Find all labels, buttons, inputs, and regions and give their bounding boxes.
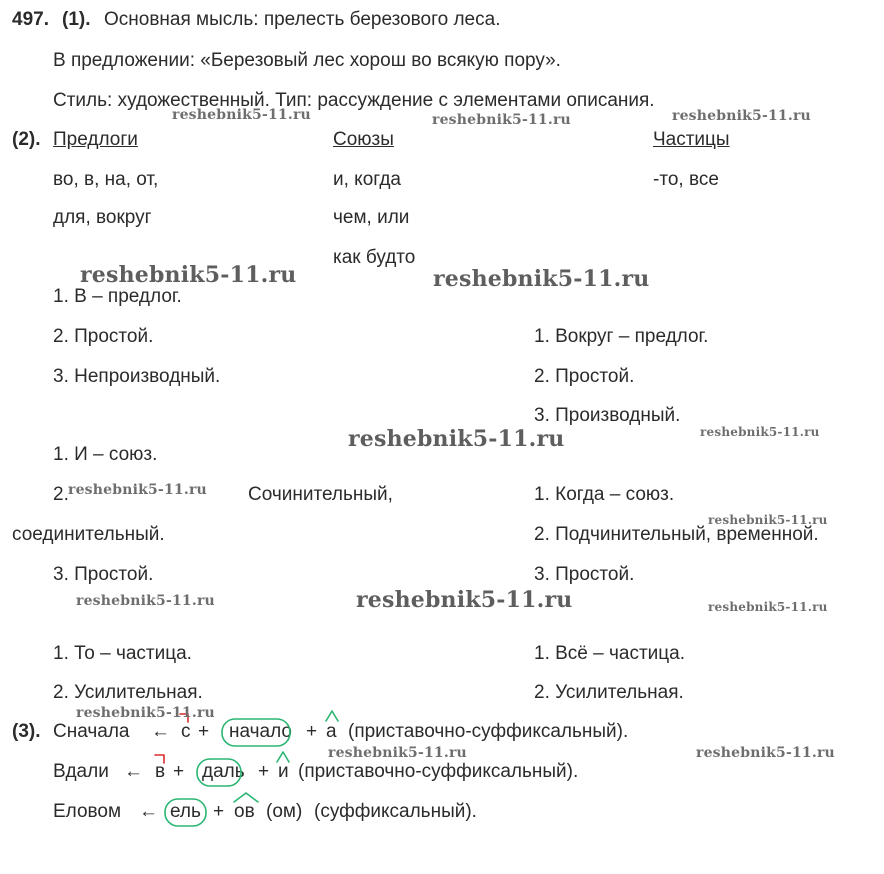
morpheme-suffix: ов bbox=[234, 801, 255, 822]
analysis-to-line: 1. То – частица. bbox=[53, 643, 192, 664]
heading-particles: Частицы bbox=[653, 129, 730, 150]
conjunctions-line: как будто bbox=[333, 247, 416, 268]
prepositions-line: для, вокруг bbox=[53, 207, 152, 228]
analysis-i-line: 2. bbox=[53, 484, 69, 505]
plus-sign: + bbox=[213, 801, 225, 822]
formation-type: (суффиксальный). bbox=[314, 801, 477, 822]
heading-conjunctions: Союзы bbox=[333, 129, 394, 150]
suffix-caret-icon bbox=[234, 793, 258, 802]
watermark: reshebnik5-11.ru bbox=[80, 262, 297, 288]
morpheme-base: ель bbox=[170, 801, 201, 822]
suffix-caret-icon bbox=[326, 711, 338, 721]
suffix-caret-icon bbox=[277, 752, 289, 762]
base-oval-icon bbox=[222, 719, 290, 746]
part3-label: (3). bbox=[12, 721, 41, 742]
watermark: reshebnik5-11.ru bbox=[708, 513, 828, 527]
watermark: reshebnik5-11.ru bbox=[433, 266, 650, 292]
analysis-v-line: 3. Непроизводный. bbox=[53, 366, 221, 387]
plus-sign: + bbox=[198, 721, 210, 742]
morpheme-base: даль bbox=[202, 761, 245, 782]
formation-type: (приставочно-суффиксальный). bbox=[348, 721, 629, 742]
analysis-i-line: 3. Простой. bbox=[53, 564, 154, 585]
derivation-arrow: ← bbox=[139, 801, 158, 822]
watermark: reshebnik5-11.ru bbox=[696, 745, 835, 761]
watermark: reshebnik5-11.ru bbox=[672, 108, 811, 124]
analysis-vokrug-line: 1. Вокруг – предлог. bbox=[534, 326, 709, 347]
analysis-kogda-line: 2. Подчинительный, временной. bbox=[534, 524, 819, 545]
watermark: reshebnik5-11.ru bbox=[348, 426, 565, 452]
base-oval-icon bbox=[197, 759, 241, 786]
main-idea: Основная мысль: прелесть березового леса. bbox=[104, 9, 501, 30]
derivation-arrow: ← bbox=[124, 761, 143, 782]
analysis-i-line: соединительный. bbox=[12, 524, 165, 545]
morpheme-suffix: а bbox=[326, 721, 337, 742]
analysis-v-line: 2. Простой. bbox=[53, 326, 154, 347]
watermark: reshebnik5-11.ru bbox=[328, 745, 467, 761]
analysis-vsyo-line: 2. Усилительная. bbox=[534, 682, 684, 703]
analysis-i-line: Сочинительный, bbox=[248, 484, 393, 505]
analysis-i-line: 1. И – союз. bbox=[53, 444, 158, 465]
part2-label: (2). bbox=[12, 129, 41, 150]
conjunctions-line: и, когда bbox=[333, 169, 401, 190]
word-elovom: Еловом bbox=[53, 801, 122, 822]
analysis-kogda-line: 1. Когда – союз. bbox=[534, 484, 675, 505]
plus-sign: + bbox=[173, 761, 185, 782]
part1-label: (1). bbox=[62, 9, 91, 30]
analysis-vokrug-line: 2. Простой. bbox=[534, 366, 635, 387]
heading-prepositions: Предлоги bbox=[53, 129, 138, 150]
sentence-line: В предложении: «Березовый лес хорош во всякую пору». bbox=[53, 50, 561, 71]
formation-type: (приставочно-суффиксальный). bbox=[298, 761, 579, 782]
prepositions-line: во, в, на, от, bbox=[53, 169, 159, 190]
watermark: reshebnik5-11.ru bbox=[700, 425, 820, 439]
prefix-mark-icon bbox=[155, 755, 164, 763]
morpheme-base: начало bbox=[229, 721, 292, 742]
particles-line: -то, все bbox=[653, 169, 719, 190]
ending-note: (ом) bbox=[266, 801, 303, 822]
exercise-number: 497. bbox=[12, 9, 49, 30]
conjunctions-line: чем, или bbox=[333, 207, 410, 228]
analysis-kogda-line: 3. Простой. bbox=[534, 564, 635, 585]
morpheme-prefix: в bbox=[155, 761, 166, 782]
analysis-to-line: 2. Усилительная. bbox=[53, 682, 203, 703]
watermark: reshebnik5-11.ru bbox=[708, 600, 828, 614]
watermark: reshebnik5-11.ru bbox=[76, 705, 215, 721]
morpheme-suffix: и bbox=[278, 761, 289, 782]
plus-sign: + bbox=[258, 761, 270, 782]
analysis-v-line: 1. В – предлог. bbox=[53, 286, 182, 307]
watermark: reshebnik5-11.ru bbox=[432, 112, 571, 128]
word-snachala: Сначала bbox=[53, 721, 130, 742]
morpheme-prefix: с bbox=[181, 721, 191, 742]
derivation-arrow: ← bbox=[151, 721, 170, 742]
word-vdali: Вдали bbox=[53, 761, 109, 782]
base-oval-icon bbox=[165, 799, 206, 826]
plus-sign: + bbox=[306, 721, 318, 742]
watermark: reshebnik5-11.ru bbox=[172, 107, 311, 123]
watermark: reshebnik5-11.ru bbox=[68, 482, 207, 498]
analysis-vsyo-line: 1. Всё – частица. bbox=[534, 643, 685, 664]
analysis-vokrug-line: 3. Производный. bbox=[534, 405, 681, 426]
style-type-line: Стиль: художественный. Тип: рассуждение с элементами описания. bbox=[53, 90, 655, 111]
watermark: reshebnik5-11.ru bbox=[356, 587, 573, 613]
watermark: reshebnik5-11.ru bbox=[76, 593, 215, 609]
